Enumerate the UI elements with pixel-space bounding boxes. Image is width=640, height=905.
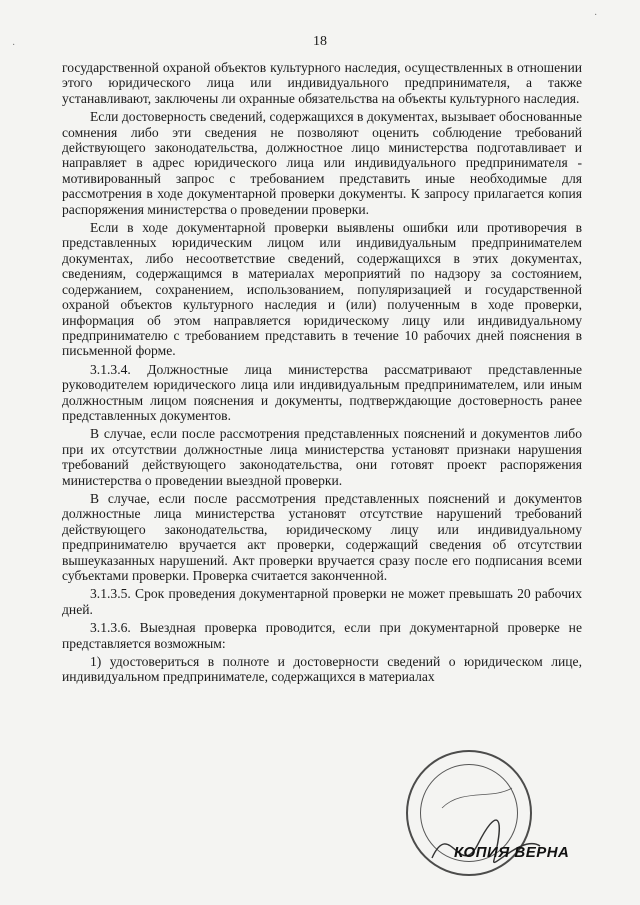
paragraph: Если достоверность сведений, содержащихся в документах, вызывает обоснованные сомнения либо эти сведения не позволяют оценить соблюдение требований действующего законодательства, должностное лицо министерства подготавливает и направляет в адрес юридического лица или индивидуального предпринимателя - мотивированный запрос с требованием представить иные необходимые для рассмотрения в ходе документарной проверки документы. К запросу прилагается копия распоряжения министерства о проведении проверки. (62, 109, 582, 217)
paragraph: Если в ходе документарной проверки выявлены ошибки или противоречия в представленных юридическим лицом или индивидуальным предпринимателем документах, либо несоответствие сведений, содержащихся в этих документах, сведениям, содержащимся в материалах мероприятий по надзору за состоянием, содержанием, сохранением, использованием, популяризацией и государственной охраной объектов культурного наследия и (или) полученным в ходе проверки, информация об этом направляется юридическому лицу или индивидуальному предпринимателю с требованием представить в течение 10 рабочих дней пояснения в письменной форме. (62, 220, 582, 359)
document-body (62, 60, 582, 688)
stamp-label: КОПИЯ ВЕРНА (454, 844, 570, 861)
paragraph: В случае, если после рассмотрения представленных пояснений и документов либо при их отсутствии должностные лица министерства установят признаки нарушения требований действующего законодательства, они готовят проект распоряжения министерства о проведении выездной проверки. (62, 426, 582, 488)
scan-speck: · (12, 40, 16, 51)
paragraph: 1) удостовериться в полноте и достоверности сведений о юридическом лице, индивидуальном предпринимателе, содержащихся в материалах (62, 654, 582, 685)
paragraph: 3.1.3.4. Должностные лица министерства рассматривают представленные руководителем юридического лица или индивидуальным предпринимателем, или иным должностным лицом пояснения и документы, подтверждающие достоверность ранее представленных документов. (62, 361, 582, 423)
paragraph: 3.1.3.6. Выездная проверка проводится, если при документарной проверке не представляется возможным: (62, 620, 582, 651)
scan-speck: · (594, 10, 598, 21)
signature-scribble (402, 748, 572, 888)
paragraph: 3.1.3.5. Срок проведения документарной проверки не может превышать 20 рабочих дней. (62, 586, 582, 617)
paragraph: государственной охраной объектов культурного наследия, осуществленных в отношении этого юридического лица или индивидуального предпринимателя, а также устанавливают, заключены ли охранные обязательства на объекты культурного наследия. (62, 60, 582, 106)
page-number: 18 (313, 34, 327, 49)
paragraph: В случае, если после рассмотрения представленных пояснений и документов должностные лица министерства установят отсутствие нарушений требований действующего законодательства, юридическому лицу или индивидуальному предпринимателю вручается акт проверки, содержащий сведения об отсутствии вышеуказанных нарушений. Акт проверки вручается сразу после его подписания всеми субъектами проверки. Проверка считается законченной. (62, 490, 582, 583)
certified-copy-stamp (402, 748, 572, 888)
